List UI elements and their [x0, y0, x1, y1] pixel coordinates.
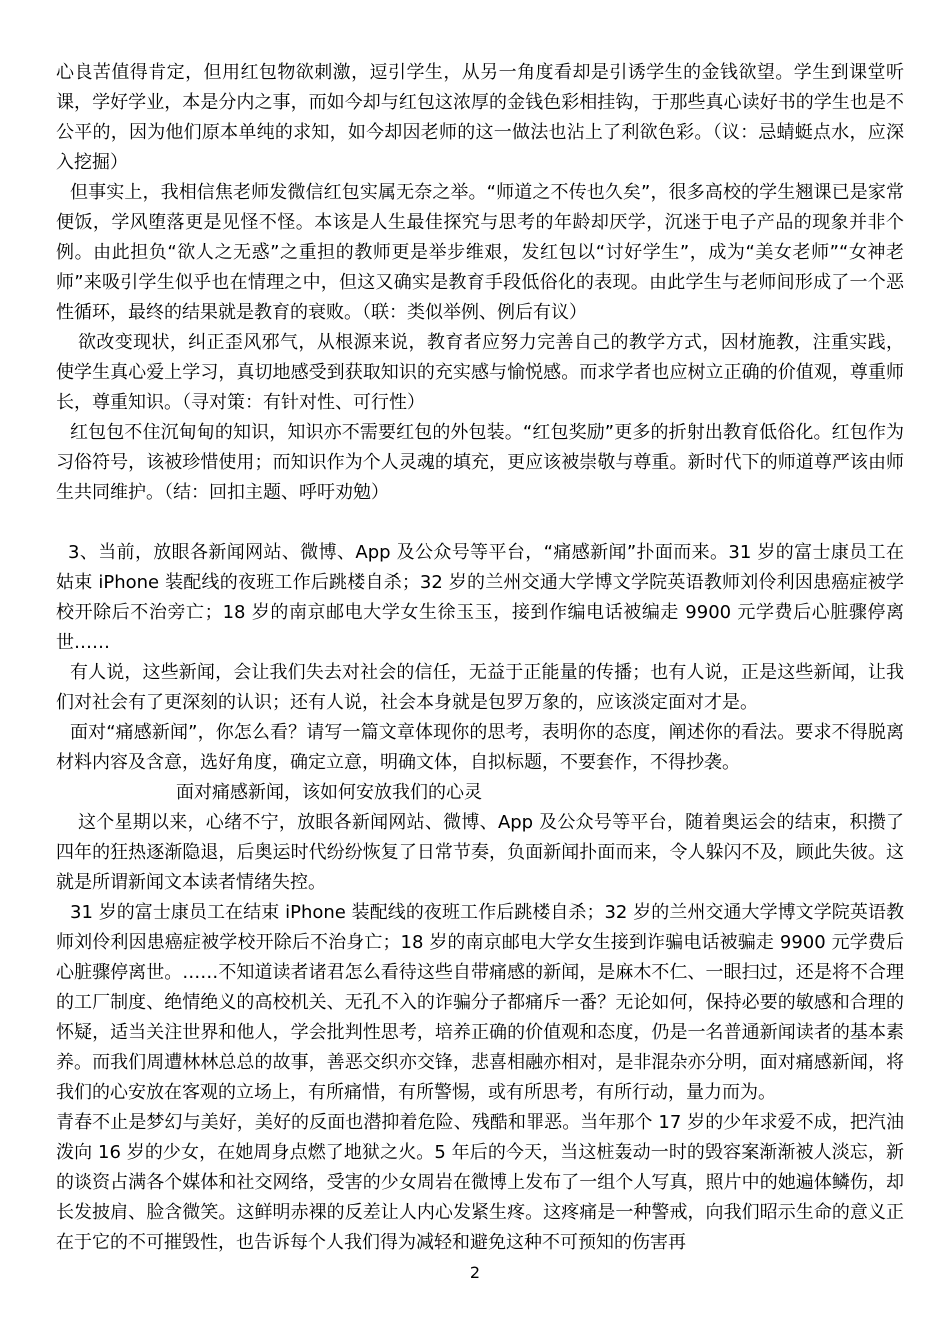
essay-paragraph-3: 青春不止是梦幻与美好，美好的反面也潜抑着危险、残酷和罪恶。当年那个 17 岁的少年求爱不成，把汽油泼向 16 岁的少女，在她周身点燃了地狱之火。5 年后的今天，当这桩轰动一时的毁容案渐渐被人淡忘，新的谈资占满各个媒体和社交网络，受害的少女周岩在微博上发布了一组个人写真，照片中的她遍体鳞伤，却长发披肩、脸含微笑。这鲜明赤裸的反差让人内心发紧生疼。这疼痛是一种警戒，向我们昭示生命的意义正在于它的不可摧毁性，也告诉每个人我们得为减轻和避免这种不可预知的伤害再: [56, 1112, 904, 1253]
question-prompt: 3、当前，放眼各新闻网站、微博、App 及公众号等平台，“痛感新闻”扑面而来。31 岁的富士康员工在姑束 iPhone 装配线的夜班工作后跳楼自杀；32 岁的兰州交通大学博文学院英语教师刘伶利因患癌症被学校开除后不治旁亡；18 岁的南京邮电大学女生徐玉玉，接到作编电话被编走 9900 元学费后心脏骤停离世……: [56, 542, 904, 653]
essay-paragraph-1: 这个星期以来，心绪不宁，放眼各新闻网站、微博、App 及公众号等平台，随着奥运会的结束，积攒了四年的狂热逐渐隐退，后奥运时代纷纷恢复了日常节奏，负面新闻扑面而来，令人躲闪不及，顾此失彼。这就是所谓新闻文本读者情绪失控。: [56, 812, 904, 893]
essay-title: 面对痛感新闻，该如何安放我们的心灵: [176, 782, 482, 803]
body-paragraph-2: 但事实上，我相信焦老师发微信红包实属无奈之举。“师道之不传也久矣”，很多高校的学生翘课已是家常便饭，学风堕落更是见怪不怪。本该是人生最佳探究与思考的年龄却厌学，沉迷于电子产品的现象并非个例。由此担负“欲人之无惑”之重担的教师更是举步维艰，发红包以“讨好学生”，成为“美女老师”“女神老师”来吸引学生似乎也在情理之中，但这又确实是教育手段低俗化的表现。由此学生与老师间形成了一个恶性循环，最终的结果就是教育的衰败。（联：类似举例、例后有议）: [56, 182, 904, 323]
body-paragraph-1: 心良苦值得肯定，但用红包物欲刺激，逗引学生，从另一角度看却是引诱学生的金钱欲望。学生到课堂听课，学好学业，本是分内之事，而如今却与红包这浓厚的金钱色彩相挂钩，于那些真心读好书的学生也是不公平的，因为他们原本单纯的求知，如今却因老师的这一做法也沾上了利欲色彩。（议：忌蜻蜓点水，应深入挖掘）: [56, 62, 904, 173]
essay-paragraph-2: 31 岁的富士康员工在结束 iPhone 装配线的夜班工作后跳楼自杀；32 岁的兰州交通大学博文学院英语教师刘伶利因患癌症被学校开除后不治身亡；18 岁的南京邮电大学女生接到诈骗电话被骗走 9900 元学费后心脏骤停离世。……不知道读者诸君怎么看待这些自带痛感的新闻，是麻木不仁、一眼扫过，还是将不合理的工厂制度、绝情绝义的高校机关、无孔不入的诈骗分子都痛斥一番？无论如何，保持必要的敏感和合理的怀疑，适当关注世界和他人，学会批判性思考，培养正确的价值观和态度，仍是一名普通新闻读者的基本素养。而我们周遭林林总总的故事，善恶交织亦交锋，悲喜相融亦相对，是非混杂亦分明，面对痛感新闻，将我们的心安放在客观的立场上，有所痛惜，有所警惕，或有所思考，有所行动，量力而为。: [56, 902, 904, 1103]
question-opinions: 有人说，这些新闻，会让我们失去对社会的信任，无益于正能量的传播；也有人说，正是这些新闻，让我们对社会有了更深刻的认识；还有人说，社会本身就是包罗万象的，应该淡定面对才是。: [56, 662, 904, 713]
document-page: [56, 58, 904, 1258]
paragraph-spacer: [56, 508, 904, 538]
body-paragraph-4: 红包包不住沉甸甸的知识，知识亦不需要红包的外包装。“红包奖励”更多的折射出教育低俗化。红包作为习俗符号，该被珍惜使用；而知识作为个人灵魂的填充，更应该被崇敬与尊重。新时代下的师道尊严该由师生共同维护。（结：回扣主题、呼吁劝勉）: [56, 422, 904, 503]
body-paragraph-3: 欲改变现状，纠正歪风邪气，从根源来说，教育者应努力完善自己的教学方式，因材施教，注重实践，使学生真心爱上学习，真切地感受到获取知识的充实感与愉悦感。而求学者也应树立正确的价值观，尊重师长，尊重知识。（寻对策：有针对性、可行性）: [56, 332, 904, 413]
page-number: 2: [469, 1263, 481, 1282]
question-requirement: 面对“痛感新闻”，你怎么看？请写一篇文章体现你的思考，表明你的态度，阐述你的看法。要求不得脱离材料内容及含意，选好角度，确定立意，明确文体，自拟标题，不要套作，不得抄袭。: [56, 722, 904, 773]
